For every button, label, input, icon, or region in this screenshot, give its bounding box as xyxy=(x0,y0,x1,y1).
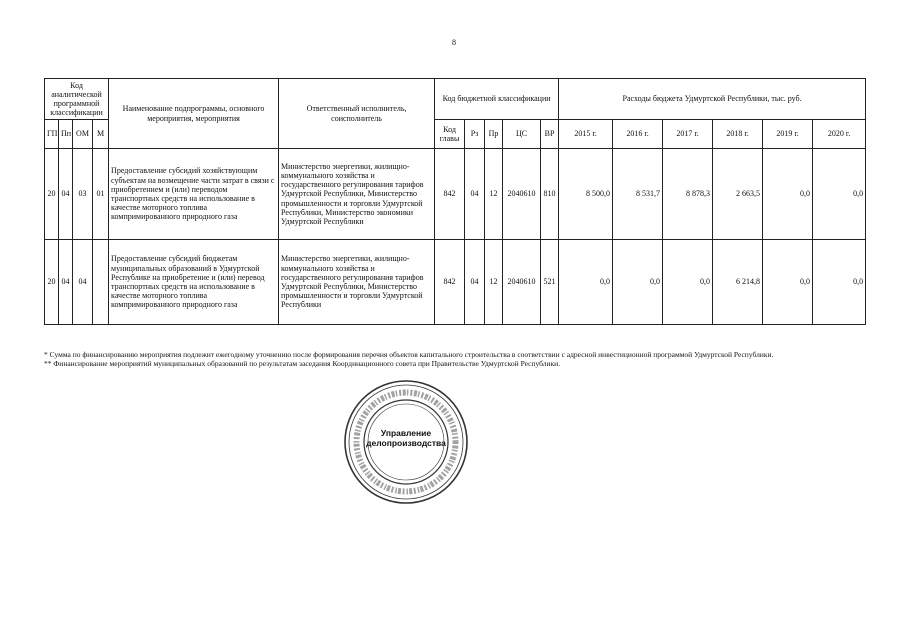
header-analytic-code: Код аналитической программной классификации xyxy=(45,79,109,120)
footnote-1: * Сумма по финансированию мероприятия подлежит ежегодному уточнению после формирования перечня объектов капитального строительства в соответствии с адресной инвестиционной программой Удмуртской Республики. xyxy=(44,350,774,359)
cell-2016: 0,0 xyxy=(613,240,663,325)
cell-2019: 0,0 xyxy=(763,149,813,240)
header-pp: Пп xyxy=(59,120,73,149)
cell-name: Предоставление субсидий бюджетам муниципальных образований в Удмуртской Республике на приобретение и (или) перевод транспортных средств на использование в качестве моторного топлива компримированного природного газа xyxy=(109,240,279,325)
cell-2016: 8 531,7 xyxy=(613,149,663,240)
cell-gp: 20 xyxy=(45,149,59,240)
header-om: ОМ xyxy=(73,120,93,149)
cell-pp: 04 xyxy=(59,240,73,325)
page-number: 8 xyxy=(452,38,456,47)
header-expenses: Расходы бюджета Удмуртской Республики, тыс. руб. xyxy=(559,79,866,120)
header-gp: ГП xyxy=(45,120,59,149)
cell-2018: 2 663,5 xyxy=(713,149,763,240)
cell-name: Предоставление субсидий хозяйствующим субъектам на возмещение части затрат в связи с приобретением и (или) переводом транспортных средств на использование в качестве моторного топлива компримированного природного газа xyxy=(109,149,279,240)
cell-vr: 521 xyxy=(541,240,559,325)
cell-2017: 0,0 xyxy=(663,240,713,325)
cell-cs: 2040610 xyxy=(503,240,541,325)
cell-2018: 6 214,8 xyxy=(713,240,763,325)
cell-pr: 12 xyxy=(485,149,503,240)
cell-2019: 0,0 xyxy=(763,240,813,325)
header-cs: ЦС xyxy=(503,120,541,149)
cell-vr: 810 xyxy=(541,149,559,240)
cell-om: 03 xyxy=(73,149,93,240)
cell-2015: 8 500,0 xyxy=(559,149,613,240)
cell-rz: 04 xyxy=(465,149,485,240)
header-budget-code: Код бюджетной классификации xyxy=(435,79,559,120)
cell-gp: 20 xyxy=(45,240,59,325)
budget-table xyxy=(44,78,866,325)
table-row xyxy=(45,240,866,325)
footnote-2: ** Финансирование мероприятий муниципальных образований по результатам заседания Координационного совета при Правительстве Удмуртской Республики. xyxy=(44,359,561,369)
header-pr: Пр xyxy=(485,120,503,149)
cell-om: 04 xyxy=(73,240,93,325)
cell-2015: 0,0 xyxy=(559,240,613,325)
header-responsible: Ответственный исполнитель, соисполнитель xyxy=(279,79,435,149)
table-row xyxy=(45,149,866,240)
cell-m xyxy=(93,240,109,325)
header-year-2015: 2015 г. xyxy=(559,120,613,149)
header-year-2018: 2018 г. xyxy=(713,120,763,149)
stamp-text xyxy=(356,428,456,448)
footnotes xyxy=(44,350,854,369)
cell-rz: 04 xyxy=(465,240,485,325)
header-kod-glavy: Код главы xyxy=(435,120,465,149)
header-name: Наименование подпрограммы, основного мероприятия, мероприятия xyxy=(109,79,279,149)
header-year-2019: 2019 г. xyxy=(763,120,813,149)
header-vr: ВР xyxy=(541,120,559,149)
header-rz: Рз xyxy=(465,120,485,149)
header-m: М xyxy=(93,120,109,149)
cell-2020: 0,0 xyxy=(813,240,866,325)
header-row-1 xyxy=(45,79,866,120)
cell-pp: 04 xyxy=(59,149,73,240)
cell-cs: 2040610 xyxy=(503,149,541,240)
cell-2017: 8 878,3 xyxy=(663,149,713,240)
cell-kod-glavy: 842 xyxy=(435,240,465,325)
cell-2020: 0,0 xyxy=(813,149,866,240)
cell-m: 01 xyxy=(93,149,109,240)
header-year-2020: 2020 г. xyxy=(813,120,866,149)
header-year-2017: 2017 г. xyxy=(663,120,713,149)
header-year-2016: 2016 г. xyxy=(613,120,663,149)
cell-responsible: Министерство энергетики, жилищно-коммунального хозяйства и государственного регулирования тарифов Удмуртской Республики, Министерство промышленности и торговли Удмуртской Республики xyxy=(279,240,435,325)
cell-kod-glavy: 842 xyxy=(435,149,465,240)
cell-responsible: Министерство энергетики, жилищно-коммунального хозяйства и государственного регулирования тарифов Удмуртской Республики, Министерство промышленности и торговли Удмуртской Республики, Министерство экономики Удмуртской Республики xyxy=(279,149,435,240)
stamp-line-1: Управление xyxy=(380,428,432,438)
cell-pr: 12 xyxy=(485,240,503,325)
stamp-line-2: делопроизводства xyxy=(366,438,446,449)
